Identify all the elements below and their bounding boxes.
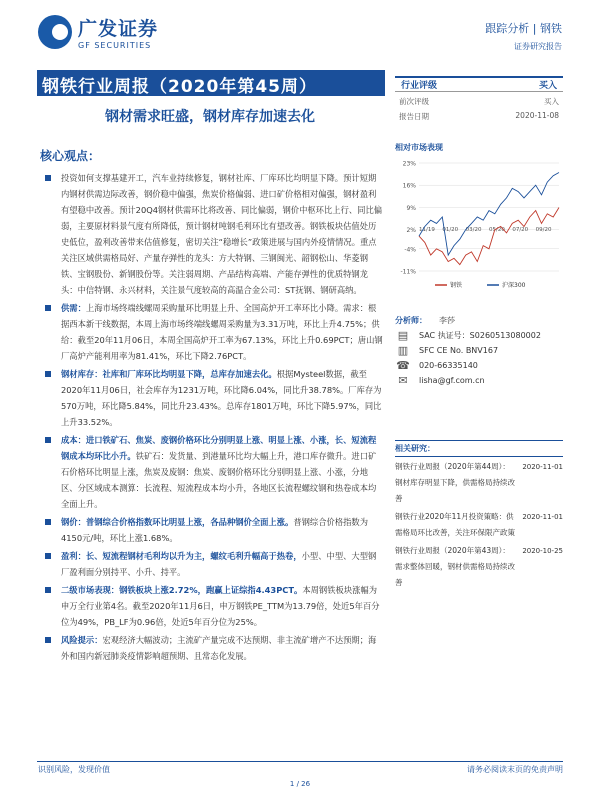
page-number: 1 / 26	[289, 780, 311, 788]
series-line	[419, 173, 559, 256]
related-title[interactable]: 钢铁行业周报（2020年第43周）：需求整体回暖，钢材供需格局持续改善	[395, 546, 515, 587]
related-date: 2020-11-01	[522, 463, 563, 471]
x-tick-label: 01/20	[442, 227, 459, 233]
relative-performance-chart	[395, 159, 563, 299]
core-view-text: 铁矿石：发货量、到港量环比均大幅上升，港口库存微升。进口矿石价格环比明显上涨，焦炭及废钢：焦炭、废钢价格环比分别明显上涨、小涨，分地区、分区域成本测算：长流程、短流程成本均小升，各地区长流程螺纹钢和热卷成本均全面上升。	[61, 451, 377, 509]
series-line	[419, 208, 559, 265]
y-tick-label: 9%	[406, 204, 416, 212]
logo-name-cn: 广发证券	[78, 18, 159, 40]
x-tick-label: 05/20	[489, 227, 505, 233]
prev-rating-row	[395, 92, 563, 107]
footer-divider	[37, 761, 563, 762]
x-tick-label: 07/20	[512, 227, 529, 233]
core-view-lead: 二级市场表现：钢铁板块上涨2.72%，跑赢上证综指4.43PCT。	[61, 585, 303, 595]
related-date: 2020-10-25	[522, 547, 563, 555]
analyst-sac: SAC 执证号：S0260513080002	[419, 331, 541, 340]
y-tick-label: 23%	[402, 160, 416, 168]
core-view-text: 小型、中型、大型钢厂盈利面分别持平、小升、持平。	[61, 551, 377, 577]
core-view-lead: 盈利：长、短流程钢材毛利均以升为主，螺纹毛利升幅高于热卷，	[61, 551, 302, 561]
id-card-icon: ▤	[397, 329, 409, 342]
footer-left: 识别风险，发现价值	[38, 765, 110, 774]
core-views-title: 核心观点：	[40, 149, 101, 163]
related-item[interactable]	[395, 541, 563, 591]
report-date-value: 2020-11-08	[515, 111, 559, 120]
report-date-label: 报告日期	[399, 112, 429, 121]
core-view-text: 宏观经济大幅波动；主流矿产量完成不达预期、非主流矿增产不达预期；海外和国内新冠肺炎疫情影响超预期、且常态化发展。	[61, 635, 377, 661]
core-view-lead: 风险提示：	[61, 635, 103, 645]
core-view-item	[38, 632, 384, 664]
x-tick-label: 09/20	[535, 227, 552, 233]
company-logo	[38, 14, 158, 50]
sidebar	[395, 76, 563, 299]
y-tick-label: -4%	[404, 246, 416, 254]
y-tick-label: -11%	[400, 268, 416, 276]
core-view-item	[38, 170, 384, 298]
core-view-text: 根据Mysteel数据，截至2020年11月06日，社会库存为1231万吨，环比降6.04%，同比升38.78%。厂库存为570万吨，环比降5.84%，同比升23.43%。总库存1801万吨，环比下降5.97%，同比上升33.52%。	[61, 369, 382, 427]
x-tick-label: 11/19	[419, 227, 435, 233]
core-view-lead: 钢价：普钢综合价格指数环比明显上涨，各品种钢价全面上涨。	[61, 517, 294, 527]
core-view-text: 投资如何支撑基建开工，汽车业持续修复，钢材社库、厂库环比均明显下降。预计短期内钢材供需边际改善，钢价稳中偏强，焦炭价格偏弱、进口矿价格相对偏强，钢材盈利有望稳中改善。预计20Q4钢材供需环比将改善、同比偏弱，钢价中枢环比上行、同比偏弱，主要原材料景气度有所降低，预计钢材吨钢毛利环比有望改善。钢铁板块估值处历史低位，盈利改善带来估值修复，密切关注“稳增长”政策进展与国内外疫情情况。重点关注区域供需格局好、产量存弹性的龙头：方大特钢、三钢闽光、韶钢松山、华菱钢铁、宝钢股份、新钢股份等。关注弱周期、产品结构高端、产能存弹性的优质特钢龙头：中信特钢、永兴材料，关注景气度较高的高温合金公司：ST抚钢、钢研高纳。	[61, 173, 383, 295]
prev-rating-value: 买入	[544, 97, 559, 106]
core-view-item	[38, 582, 384, 630]
core-views-list	[38, 170, 384, 666]
core-view-text: 本周钢铁板块涨幅为申万全行业第4名。截至2020年11月6日，申万钢铁PE_TTM为13.79倍，处近5年百分位为49%，PB_LF为0.96倍，处近5年百分位为25%。	[61, 585, 380, 627]
logo-icon	[38, 15, 72, 49]
analyst-phone: 020-66335140	[419, 361, 478, 370]
core-view-text: 上海市场终端线螺周采购量环比明显上升、全国高炉开工率环比小降。需求：根据西本新干线数据，本周上海市场终端线螺周采购量为3.31万吨，环比上升4.75%；供给：截至20年11月06日，本周全国高炉开工率为67.13%，环比上升0.69PCT；唐山钢厂高炉产能利用率为81.41%，环比下降2.76PCT。	[61, 303, 383, 361]
core-view-lead: 成本：进口铁矿石、焦炭、废钢价格环比分别明显上涨、明显上涨、小涨，长、短流程钢成本均环比小升。	[61, 435, 377, 461]
report-type: 跟踪分析 | 钢铁	[485, 22, 562, 35]
analyst-label: 分析师：	[395, 316, 427, 325]
core-view-item	[38, 300, 384, 364]
related-head: 相关研究：	[395, 440, 563, 457]
analyst-block	[395, 313, 563, 388]
related-research	[395, 440, 563, 591]
report-subtitle: 钢材需求旺盛，钢材库存加速去化	[105, 109, 315, 125]
id-card-icon-2: ▥	[397, 344, 409, 357]
y-tick-label: 2%	[406, 227, 416, 235]
related-date: 2020-11-01	[522, 513, 563, 521]
legend-label: 沪深300	[502, 282, 526, 289]
core-view-lead: 钢材库存：社库和厂库环比均明显下降，总库存加速去化。	[61, 369, 277, 379]
y-tick-label: 16%	[402, 182, 416, 190]
related-item[interactable]	[395, 507, 563, 541]
related-title[interactable]: 钢铁行业周报（2020年第44周）：钢材库存明显下降，供需格局持续改善	[395, 462, 515, 503]
core-view-item	[38, 514, 384, 546]
footer-right: 请务必阅读末页的免责声明	[467, 765, 563, 774]
prev-rating-label: 前次评级	[399, 97, 429, 106]
legend-label: 钢铁	[450, 282, 463, 289]
core-view-item	[38, 366, 384, 430]
page-header	[0, 0, 600, 66]
core-view-lead: 供需：	[61, 303, 86, 313]
logo-name-en: GF SECURITIES	[78, 41, 152, 50]
related-item[interactable]	[395, 457, 563, 507]
email-icon: ✉	[398, 374, 408, 387]
core-view-item	[38, 548, 384, 580]
chart-svg	[395, 159, 563, 299]
report-date-row	[395, 107, 563, 122]
analyst-name: 李莎	[439, 316, 455, 325]
core-view-item	[38, 432, 384, 512]
analyst-sfc: SFC CE No. BNV167	[419, 346, 499, 355]
analyst-email[interactable]: lisha@gf.com.cn	[419, 376, 485, 385]
rating-header	[395, 76, 563, 92]
phone-icon: ☎	[396, 359, 410, 372]
report-title: 钢铁行业周报（2020年第45周）	[42, 77, 317, 97]
x-tick-label: 03/20	[465, 227, 482, 233]
rating-head-label: 行业评级	[401, 81, 438, 91]
perf-title: 相对市场表现	[395, 143, 443, 152]
core-view-text: 普钢综合价格指数为4150元/吨，环比上涨1.68%。	[61, 517, 369, 543]
rating-head-value: 买入	[538, 81, 557, 91]
report-subtype: 证券研究报告	[514, 42, 562, 51]
related-title[interactable]: 钢铁行业2020年11月投资策略：供需格局环比改善，关注环保限产政策	[395, 512, 515, 537]
